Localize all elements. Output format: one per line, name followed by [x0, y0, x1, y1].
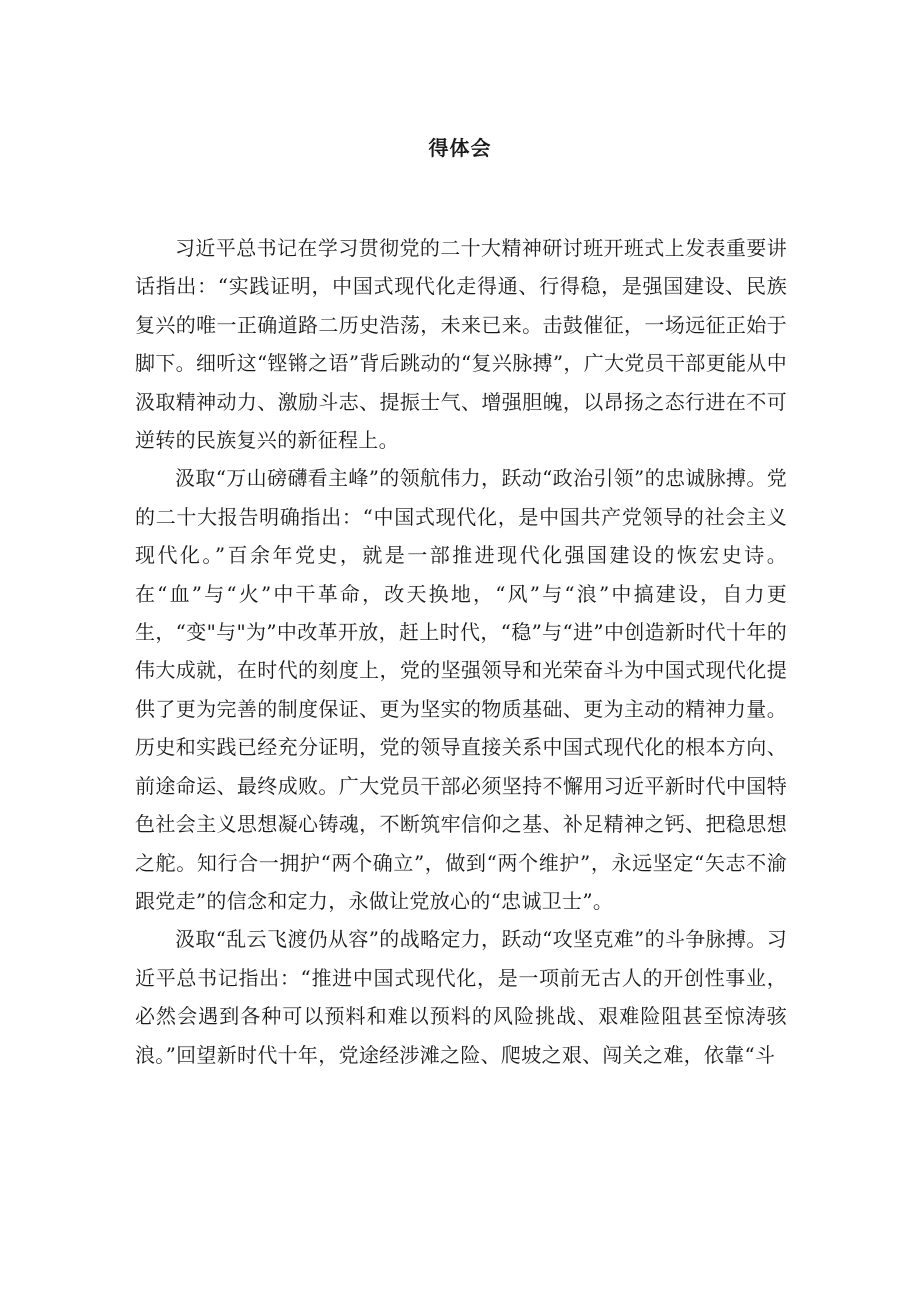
paragraph-2: 汲取“万山磅礴看主峰”的领航伟力，跃动“政治引领”的忠诚脉搏。党的二十大报告明确指出：“中国式现代化，是中国共产党领导的社会主义现代化。”百余年党史，就是一部推进现代化强国建设的恢宏史诗。在“血”与“火”中干革命，改天换地，“风”与“浪”中搞建设，自力更生，“变"与"为”中改革开放，赶上时代，“稳”与“进”中创造新时代十年的伟大成就，在时代的刻度上，党的坚强领导和光荣奋斗为中国式现代化提供了更为完善的制度保证、更为坚实的物质基础、更为主动的精神力量。历史和实践已经充分证明，党的领导直接关系中国式现代化的根本方向、前途命运、最终成败。广大党员干部必须坚持不懈用习近平新时代中国特色社会主义思想凝心铸魂，不断筑牢信仰之基、补足精神之钙、把稳思想之舵。知行合一拥护“两个确立”，做到“两个维护”，永远坚定“矢志不渝跟党走”的信念和定力，永做让党放心的“忠诚卫士”。: [135, 466, 787, 913]
document-title: 得体会: [428, 136, 492, 160]
document-body: [135, 229, 787, 1074]
paragraph-3: 汲取“乱云飞渡仍从容”的战略定力，跃动“攻坚克难”的斗争脉搏。习近平总书记指出：“推进中国式现代化，是一项前无古人的开创性事业，必然会遇到各种可以预料和难以预料的风险挑战、艰难险阻甚至惊涛骇浪。”回望新时代十年，党途经涉滩之险、爬坡之艰、闯关之难，依靠“斗: [135, 927, 787, 1067]
paragraph-1: 习近平总书记在学习贯彻党的二十大精神研讨班开班式上发表重要讲话指出：“实践证明，中国式现代化走得通、行得稳，是强国建设、民族复兴的唯一正确道路二历史浩荡，未来已来。击鼓催征，一场远征正始于脚下。细听这“铿锵之语”背后跳动的“复兴脉搏”，广大党员干部更能从中汲取精神动力、激励斗志、提振士气、增强胆魄，以昂扬之态行进在不可逆转的民族复兴的新征程上。: [135, 236, 787, 453]
